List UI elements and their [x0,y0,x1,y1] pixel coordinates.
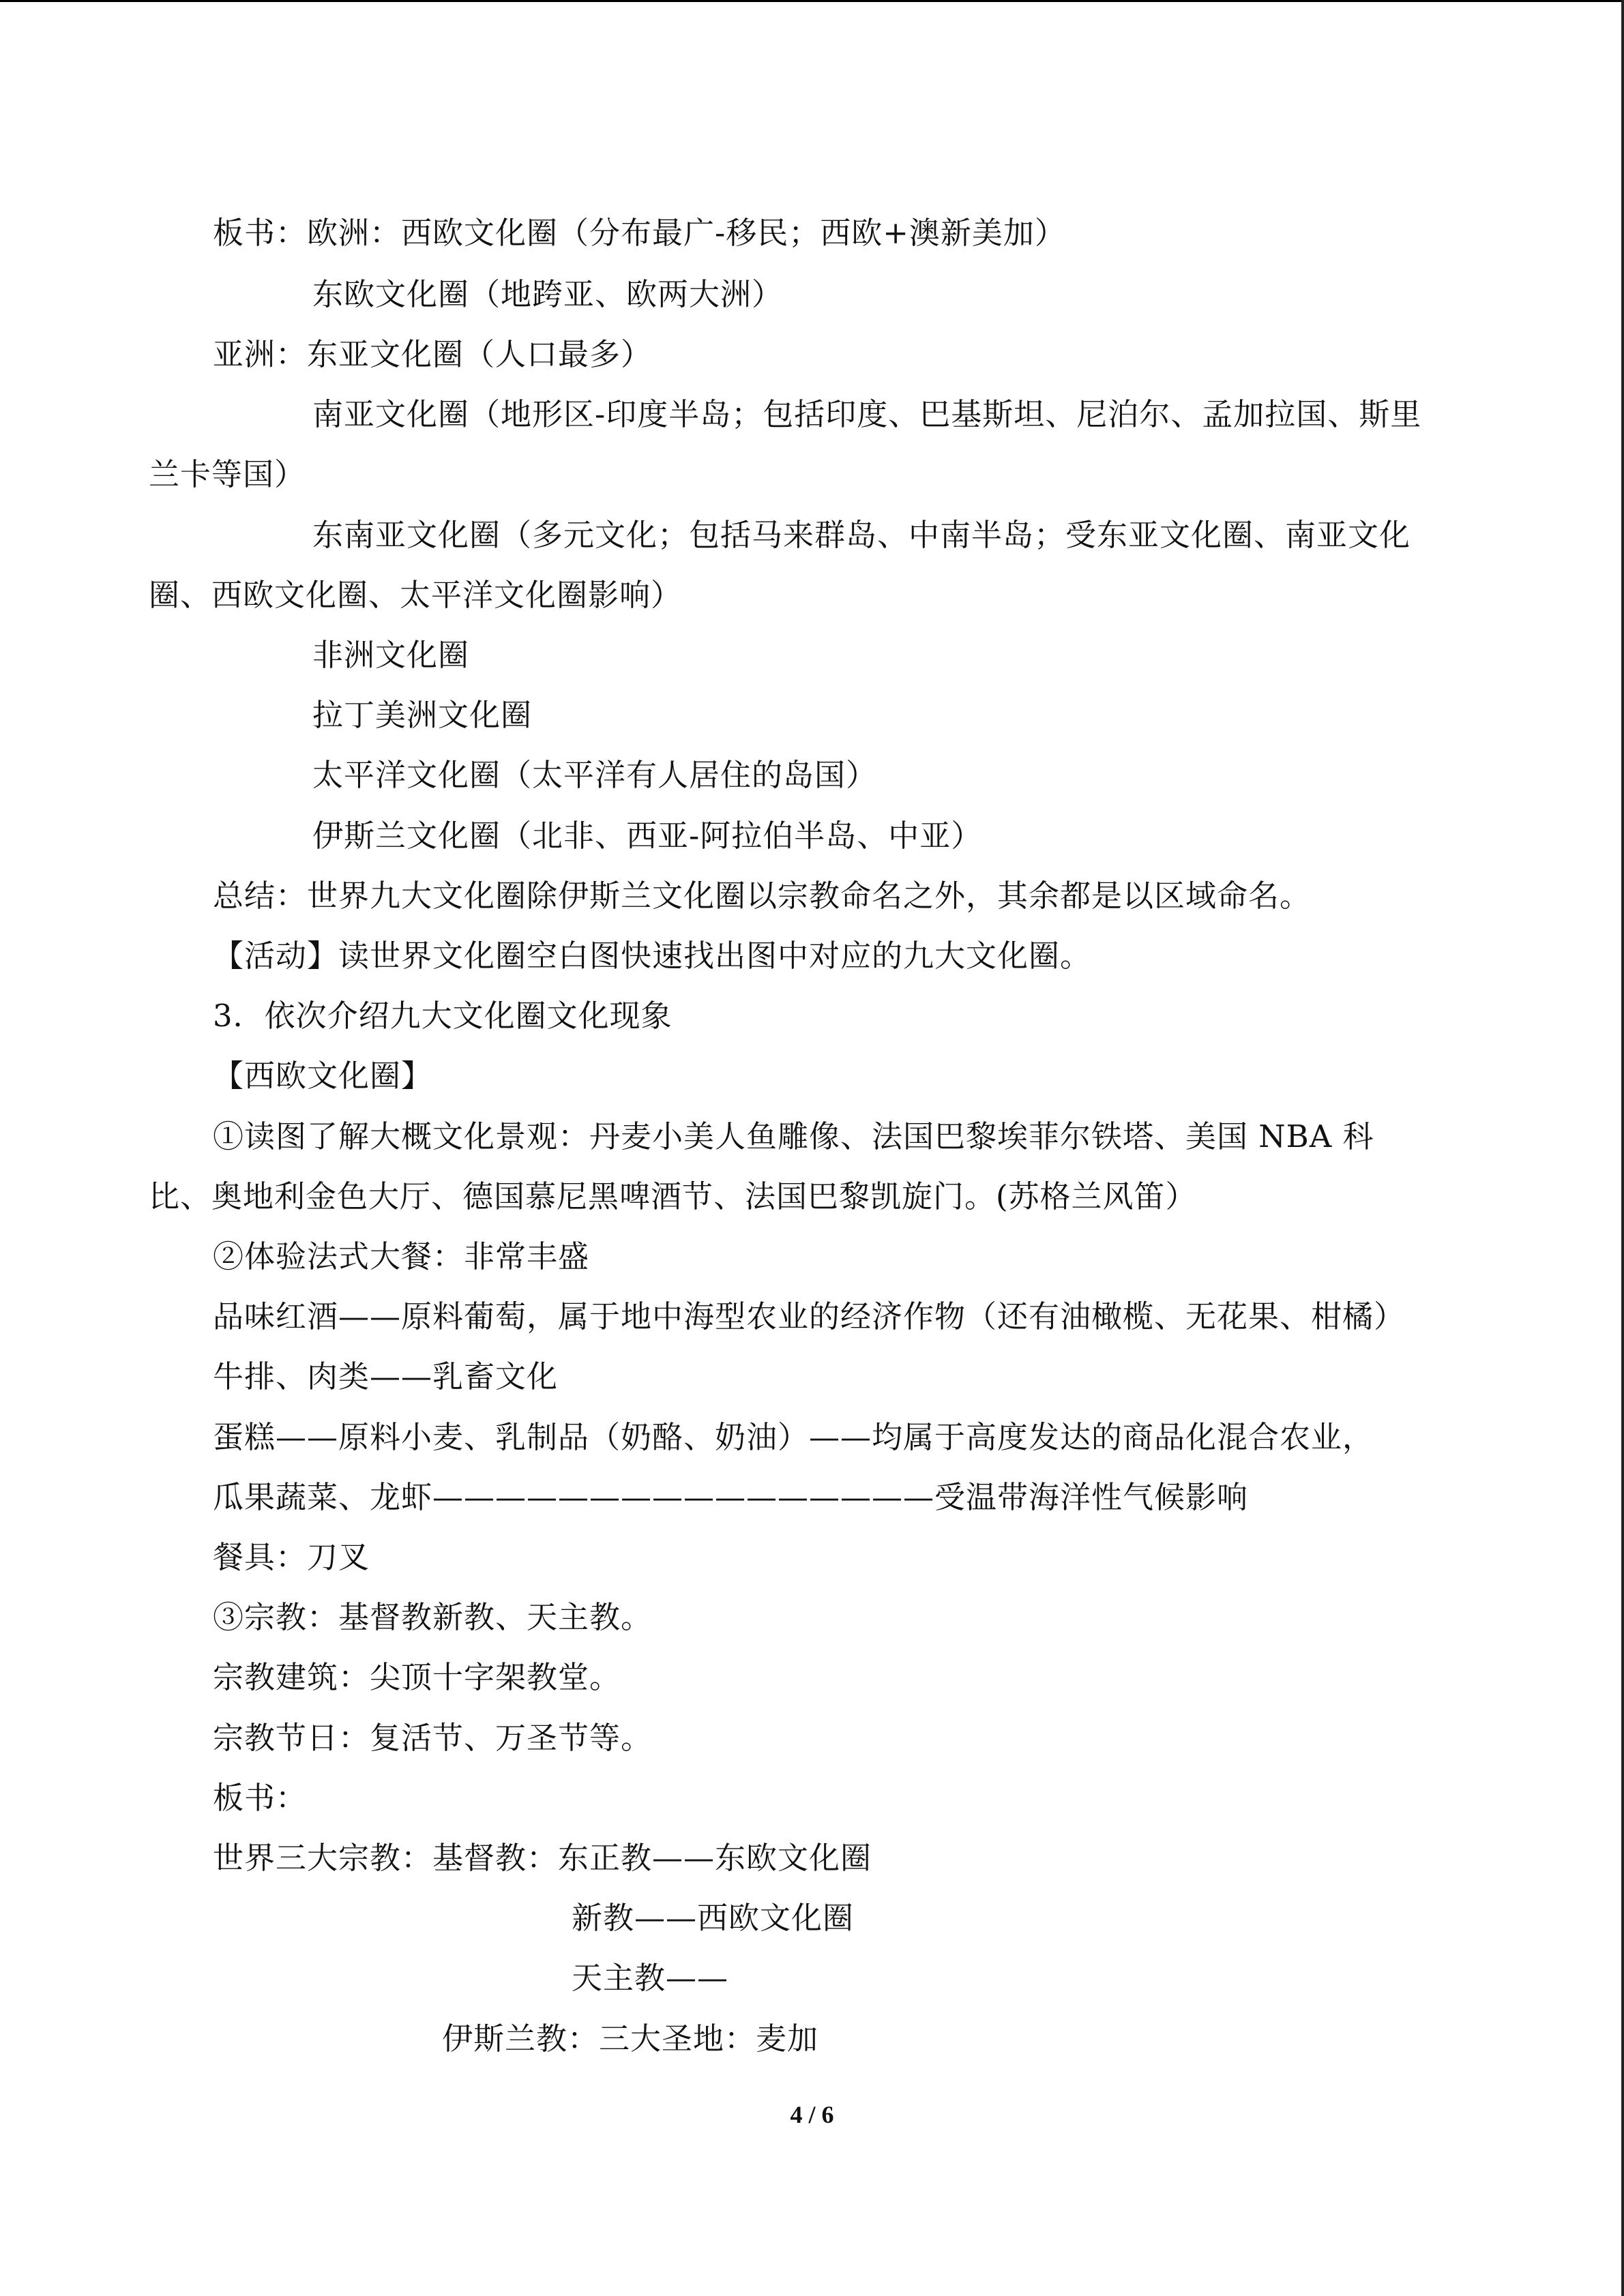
text-line: 餐具：刀叉 [213,1539,370,1575]
top-border [0,0,1624,2]
text-line: 【活动】读世界文化圈空白图快速找出图中对应的九大文化圈。 [213,938,1092,974]
text-line: 非洲文化圈 [312,637,470,673]
text-line: 南亚文化圈（地形区-印度半岛；包括印度、巴基斯坦、尼泊尔、孟加拉国、斯里 [312,396,1422,432]
text-line: 品味红酒——原料葡萄，属于地中海型农业的经济作物（还有油橄榄、无花果、柑橘） [213,1298,1406,1335]
text-line: 圈、西欧文化圈、太平洋文化圈影响） [149,577,683,613]
text-line: 3．依次介绍九大文化圈文化现象 [213,998,673,1034]
text-line: ②体验法式大餐：非常丰盛 [213,1238,590,1274]
right-border [1621,0,1624,2296]
text-line: 牛排、肉类——乳畜文化 [213,1358,559,1395]
text-line: 板书： [213,1780,308,1816]
text-line: 太平洋文化圈（太平洋有人居住的岛国） [312,757,878,793]
text-line: 东欧文化圈（地跨亚、欧两大洲） [312,276,784,312]
text-line: 天主教—— [572,1960,729,1996]
text-line: 宗教建筑：尖顶十字架教堂。 [213,1659,621,1695]
text-line: 板书：欧洲：西欧文化圈（分布最广-移民；西欧+澳新美加） [213,215,1066,251]
text-line: 总结：世界九大文化圈除伊斯兰文化圈以宗教命名之外，其余都是以区域命名。 [213,878,1312,914]
text-line: 伊斯兰教：三大圣地：麦加 [442,2021,819,2057]
text-line: 宗教节日：复活节、万圣节等。 [213,1720,653,1756]
text-line: 亚洲：东亚文化圈（人口最多） [213,336,653,372]
text-line: 东南亚文化圈（多元文化；包括马来群岛、中南半岛；受东亚文化圈、南亚文化 [312,517,1411,553]
text-line: 蛋糕——原料小麦、乳制品（奶酪、奶油）——均属于高度发达的商品化混合农业， [213,1419,1374,1455]
text-line: 瓜果蔬菜、龙虾————————————————受温带海洋性气候影响 [213,1479,1249,1515]
page-number: 4 / 6 [790,2101,834,2128]
text-line: 新教——西欧文化圈 [572,1900,855,1936]
text-line: 伊斯兰文化圈（北非、西亚-阿拉伯半岛、中亚） [312,818,983,854]
text-line: 【西欧文化圈】 [213,1058,433,1094]
text-line: 兰卡等国） [149,456,306,492]
text-line: 世界三大宗教：基督教：东正教——东欧文化圈 [213,1840,872,1876]
text-line: 比、奥地利金色大厅、德国慕尼黑啤酒节、法国巴黎凯旋门。(苏格兰风笛） [149,1178,1197,1214]
text-line: ①读图了解大概文化景观：丹麦小美人鱼雕像、法国巴黎埃菲尔铁塔、美国 NBA 科 [213,1118,1374,1154]
text-line: ③宗教：基督教新教、天主教。 [213,1599,653,1635]
text-line: 拉丁美洲文化圈 [312,697,533,733]
